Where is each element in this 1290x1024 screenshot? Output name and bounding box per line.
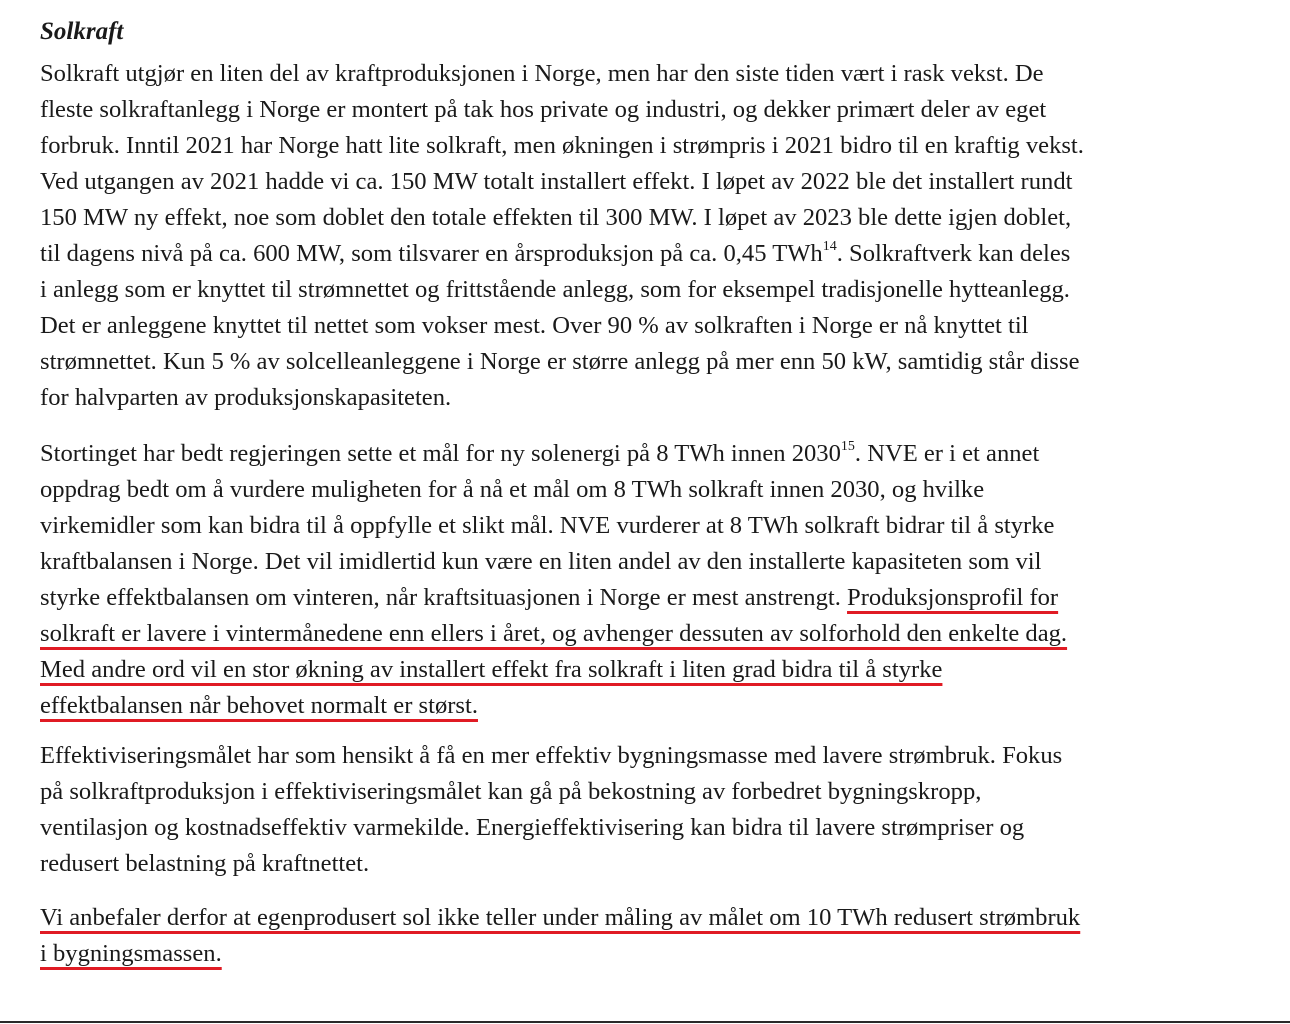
text-line: oppdrag bedt om å vurdere muligheten for å nå et mål om 8 TWh solkraft innen 2030, og hvilke	[40, 476, 985, 503]
text-segment: . Solkraftverk kan deles	[836, 240, 1071, 267]
footnote-ref-15: 15	[840, 439, 855, 454]
text-line: på solkraftproduksjon i effektiviseringsmålet kan gå på bekostning av forbedret bygningskropp,	[40, 778, 982, 805]
highlighted-text: Med andre ord vil en stor økning av installert effekt fra solkraft i liten grad bidra til å styrke	[40, 656, 943, 683]
highlighted-text: Produksjonsprofil for	[847, 584, 1059, 611]
text-line	[40, 436, 1260, 472]
text-line: virkemidler som kan bidra til å oppfylle et slikt mål. NVE vurderer at 8 TWh solkraft bidrar til å styrke	[40, 512, 1055, 539]
text-segment: Stortinget har bedt regjeringen sette et mål for ny solenergi på 8 TWh innen 2030	[40, 440, 841, 467]
text-line	[40, 580, 1260, 616]
text-line	[40, 688, 1260, 724]
text-line: strømnettet. Kun 5 % av solcelleanleggene i Norge er større anlegg på mer enn 50 kW, samtidig står disse	[40, 348, 1080, 375]
highlighted-text: effektbalansen når behovet normalt er størst.	[40, 692, 478, 719]
text-line	[40, 936, 1260, 972]
text-line: redusert belastning på kraftnettet.	[40, 850, 370, 877]
text-line: ventilasjon og kostnadseffektiv varmekilde. Energieffektivisering kan bidra til lavere strømpriser og	[40, 814, 1025, 841]
text-line: Det er anleggene knyttet til nettet som vokser mest. Over 90 % av solkraften i Norge er nå knyttet til	[40, 312, 1029, 339]
document-page	[40, 14, 1260, 972]
section-heading: Solkraft	[40, 18, 124, 45]
text-line: forbruk. Inntil 2021 har Norge hatt lite solkraft, men økningen i strømpris i 2021 bidro til en kraftig vekst.	[40, 132, 1084, 159]
text-line	[40, 236, 1260, 272]
paragraph-effektivisering	[40, 738, 1260, 882]
text-line	[40, 900, 1260, 936]
text-line: Solkraft utgjør en liten del av kraftproduksjonen i Norge, men har den siste tiden vært i rask vekst. De	[40, 60, 1044, 87]
text-segment: . NVE er i et annet	[854, 440, 1040, 467]
text-line: for halvparten av produksjonskapasiteten.	[40, 384, 452, 411]
text-line: fleste solkraftanlegg i Norge er montert på tak hos private og industri, og dekker primært deler av eget	[40, 96, 1047, 123]
text-line: Ved utgangen av 2021 hadde vi ca. 150 MW totalt installert effekt. I løpet av 2022 ble det installert rundt	[40, 168, 1073, 195]
highlighted-text: Vi anbefaler derfor at egenprodusert sol ikke teller under måling av målet om 10 TWh redusert strømbruk	[40, 904, 1081, 931]
footnote-ref-14: 14	[822, 239, 837, 254]
text-line	[40, 652, 1260, 688]
text-line: 150 MW ny effekt, noe som doblet den totale effekten til 300 MW. I løpet av 2023 ble dette igjen doblet,	[40, 204, 1072, 231]
text-line: kraftbalansen i Norge. Det vil imidlertid kun være en liten andel av den installerte kapasiteten som vil	[40, 548, 1042, 575]
text-line	[40, 616, 1260, 652]
highlighted-text: solkraft er lavere i vintermånedene enn ellers i året, og avhenger dessuten av solforhold den enkelte dag.	[40, 620, 1068, 647]
bottom-divider	[0, 1021, 1290, 1023]
text-segment: styrke effektbalansen om vinteren, når kraftsituasjonen i Norge er mest anstrengt.	[40, 584, 841, 611]
text-line: Effektiviseringsmålet har som hensikt å få en mer effektiv bygningsmasse med lavere strømbruk. Fokus	[40, 742, 1063, 769]
paragraph-stortinget	[40, 436, 1260, 724]
paragraph-recommendation	[40, 900, 1260, 972]
highlighted-text: i bygningsmassen.	[40, 940, 222, 967]
text-line: i anlegg som er knyttet til strømnettet og frittstående anlegg, som for eksempel tradisjonelle hytteanlegg.	[40, 276, 1070, 303]
text-segment: til dagens nivå på ca. 600 MW, som tilsvarer en årsproduksjon på ca. 0,45 TWh	[40, 240, 823, 267]
paragraph-solkraft-intro	[40, 56, 1260, 416]
